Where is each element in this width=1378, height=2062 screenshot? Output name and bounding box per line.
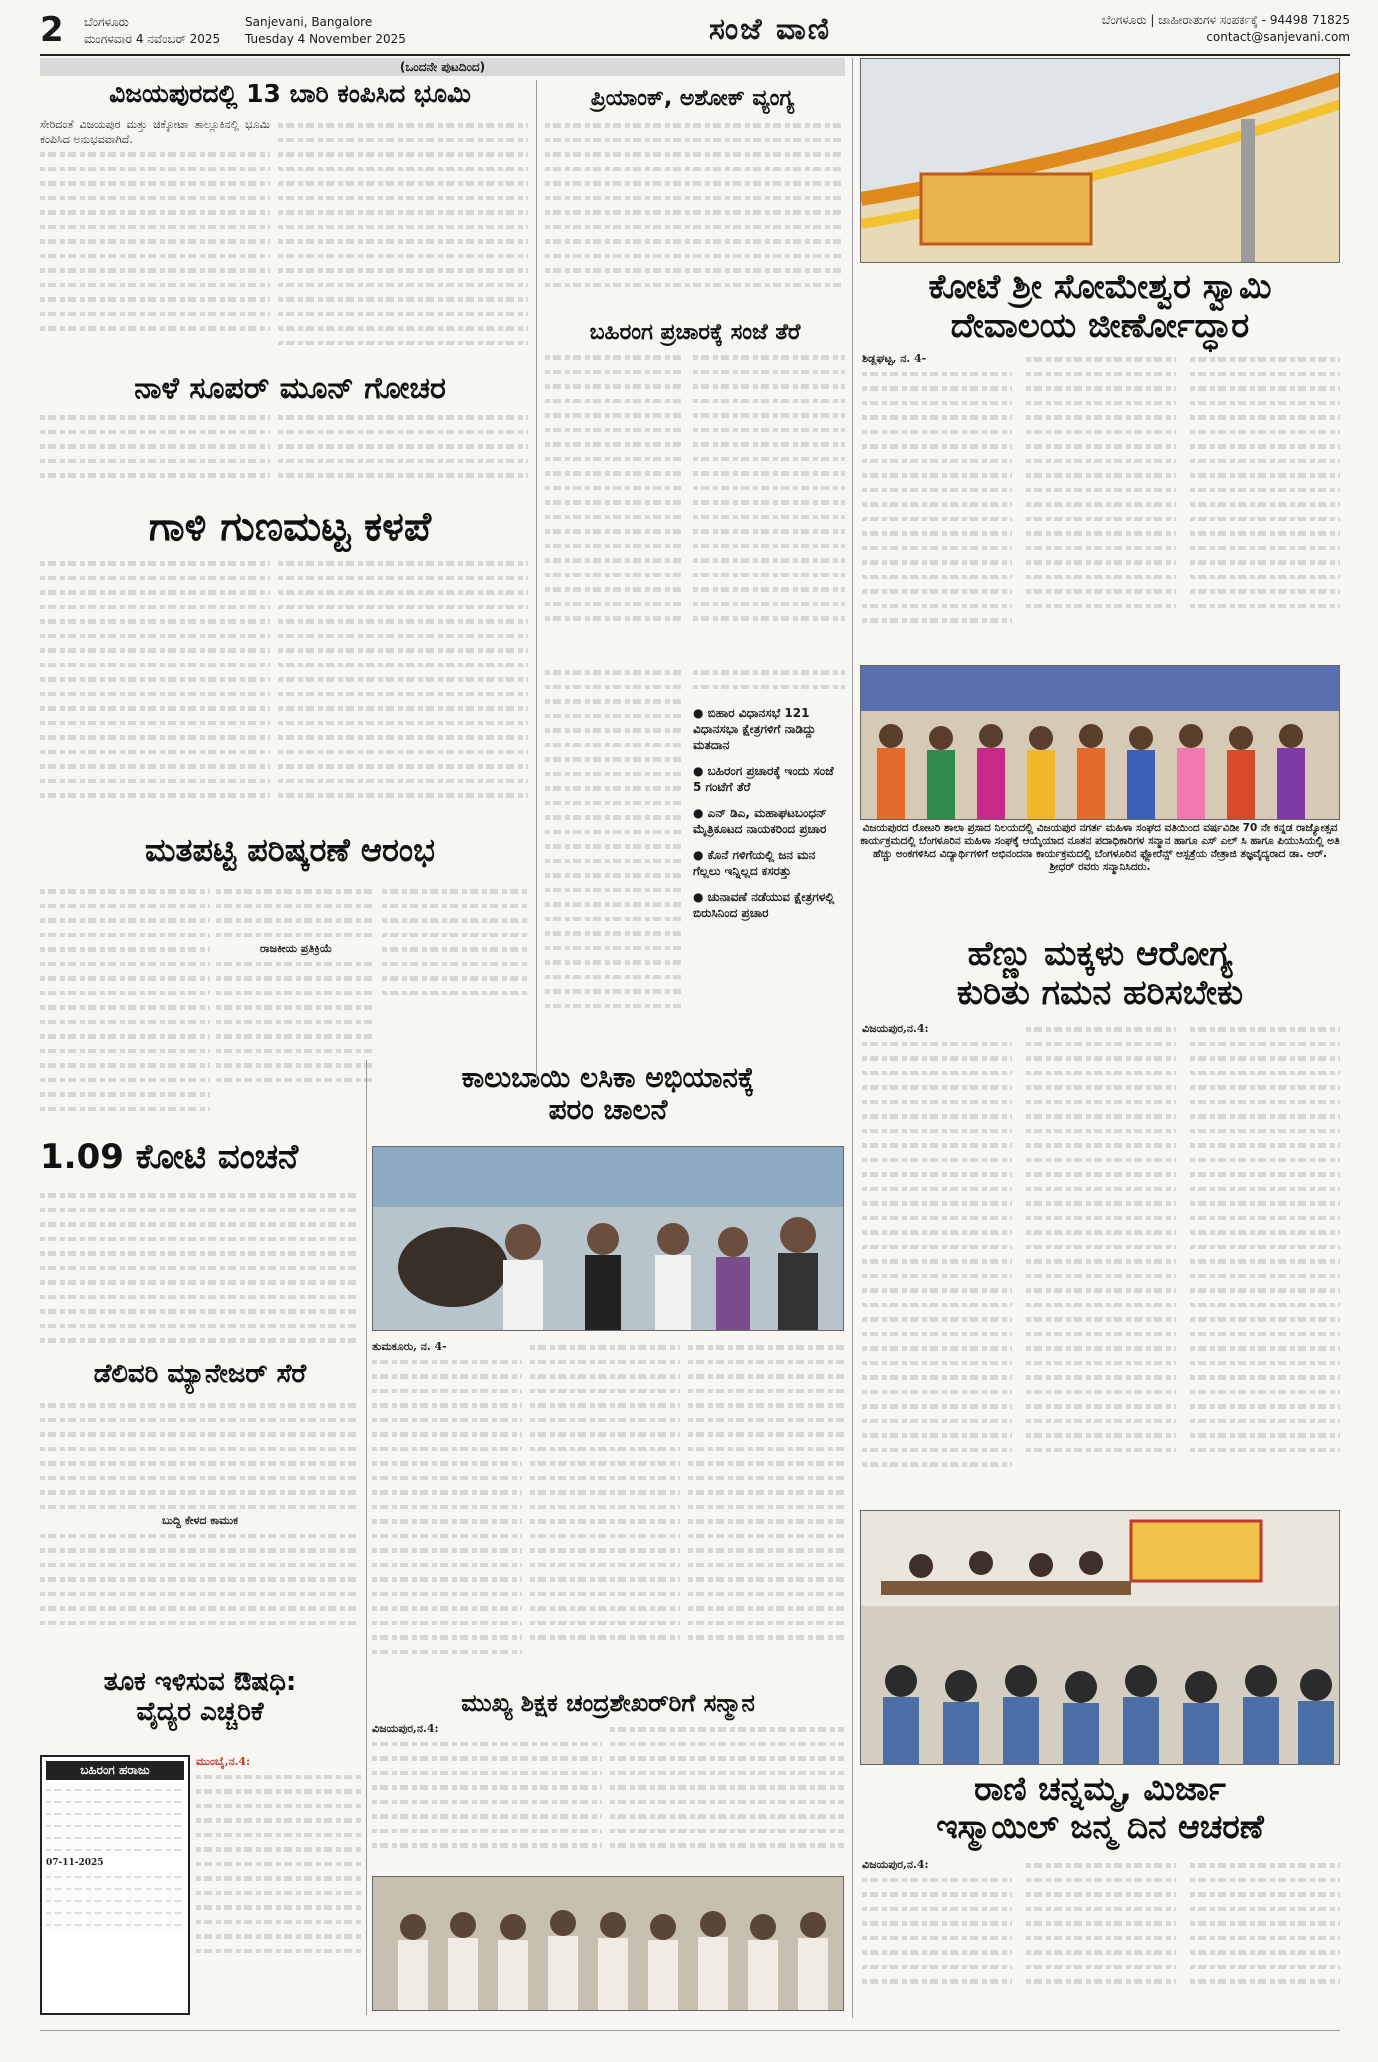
bullet-text: ಕೊನೆ ಗಳಿಗೆಯಲ್ಲಿ ಜನ ಮನ ಗೆಲ್ಲಲು ಇನ್ನಿಲ್ಲದ ಕಸರತ್ತು [693,848,816,878]
public-notice-deadline: 07-11-2025 [46,1858,104,1868]
article-temple-col3 [1190,352,1340,657]
headline-health-line2: ಕುರಿತು ಗಮನ ಹರಿಸಬೇಕು [956,973,1244,1014]
headline-vaccine-line2: ಪರಂ ಚಾಲನೆ [548,1093,668,1127]
logo-text: ಸಂಜೆ ವಾಣಿ [708,12,832,47]
column-rule [536,80,537,1080]
classroom-photo [860,1510,1340,1765]
newspaper-logo [660,12,880,52]
campaign-bullets [693,705,845,1035]
masthead [40,10,1350,56]
headline-weightloss [40,1668,360,1728]
article-quake-lead: ಸೇರಿದಂತೆ ವಿಜಯಪುರ ಮತ್ತು ಚಿಕ್ಕೋಟಾ ತಾಲ್ಲೂಕಿನಲ್ಲಿ ಭೂಮಿ ಕಂಪಿಸಿದ ಅನುಭವವಾಗಿದೆ. [40,118,270,146]
headline-delivery-manager: ಡೆಲಿವರಿ ಮ್ಯಾನೇಜರ್ ಸೆರೆ [93,1359,307,1389]
headline-chennamma-line1: ರಾಣಿ ಚನ್ನಮ್ಮ, ಮಿರ್ಜಾ [974,1769,1226,1808]
temple-photo-art [861,59,1340,263]
headline-chennamma-line2: ಇಸ್ಮಾಯಿಲ್ ಜನ್ಮ ದಿನ ಆಚರಣೆ [936,1806,1264,1846]
headline-quake: ವಿಜಯಪುರದಲ್ಲಿ 13 ಬಾರಿ ಕಂಪಿಸಿದ ಭೂಮಿ [109,79,471,108]
article-supermoon-col1 [40,410,270,500]
ad-contact: ಬೆಂಗಳೂರು | ಜಾಹೀರಾತುಗಳ ಸಂಪರ್ಕಕ್ಕೆ - 94498 71825 [1101,13,1350,27]
article-vaccine-col1 [372,1340,522,1680]
campaign-bullet: ● ಎನ್ ಡಿಎ, ಮಹಾಘಟಬಂಧನ್ ಮೈತ್ರಿಕೂಟದ ನಾಯಕರಿಂದ ಪ್ರಚಾರ [693,806,827,836]
column-rule [852,58,853,2018]
headline-weightloss-line1: ತೂಕ ಇಳಿಸುವ ಔಷಧಿ: [103,1667,297,1697]
date-kannada: ಮಂಗಳವಾರ 4 ನವೆಂಬರ್ 2025 [84,32,221,46]
campaign-bullet: ● ಕೊನೆ ಗಳಿಗೆಯಲ್ಲಿ ಜನ ಮನ ಗೆಲ್ಲಲು ಇನ್ನಿಲ್ಲದ ಕಸರತ್ತು [693,848,816,878]
masthead-city [84,14,220,48]
public-notice-box [40,1755,190,2015]
article-air-col2 [278,556,528,831]
headline-health-line1: ಹೆಣ್ಣು ಮಕ್ಕಳು ಆರೋಗ್ಯ [967,934,1233,974]
headline-fraud: 1.09 ಕೋಟಿ ವಂಚನೆ [40,1137,299,1177]
voters-subhead: ರಾಜಕೀಯ ಪ್ರತಿಕ್ರಿಯೆ [259,942,333,955]
bullet-text: ಬಹಿರಂಗ ಪ್ರಚಾರಕ್ಕೆ ಇಂದು ಸಂಜೆ 5 ಗಂಟೆಗೆ ತೆರೆ [693,764,834,794]
article-priyank [545,118,845,313]
article-teacher-col2 [610,1722,844,1872]
bullet-text: ಚುನಾವಣೆ ನಡೆಯುವ ಕ್ಷೇತ್ರಗಳಲ್ಲಿ ಬಿರುಸಿನಿಂದ ಪ್ರಚಾರ [693,890,835,920]
temple-photo [860,58,1340,263]
headline-weightloss-line2: ವೈದ್ಯರ ಎಚ್ಚರಿಕೆ [136,1696,264,1727]
article-health-col2 [1026,1022,1176,1512]
article-voters-col2 [216,884,376,1134]
headline-temple-line2: ದೇವಾಲಯ ಜೀರ್ಣೋದ್ಧಾರ [950,306,1250,347]
article-chennamma-col1 [862,1858,1012,2013]
teacher-photo [372,1876,844,2011]
headline-chennamma [860,1770,1340,1846]
headline-temple-line1: ಕೋಟೆ ಶ್ರೀ ಸೋಮೇಶ್ವರ ಸ್ವಾಮಿ [928,267,1272,307]
masthead-edition [245,14,406,48]
headline-teacher: ಮುಖ್ಯ ಶಿಕ್ಷಕ ಚಂದ್ರಶೇಖರ್‌ರಿಗೆ ಸನ್ಮಾನ [461,1689,755,1717]
headline-voter-list: ಮತಪಟ್ಟಿ ಪರಿಷ್ಕರಣೆ ಆರಂಭ [145,831,435,869]
column-rule [366,1060,367,2015]
article-campaign-col2 [693,350,845,660]
article-campaign-col1b [545,665,685,1045]
city-kannada: ಬೆಂಗಳೂರು [84,15,129,29]
contact-email: contact@sanjevani.com [1206,30,1350,44]
article-voters-col3 [382,884,527,1034]
vaccine-photo-art [373,1147,844,1331]
article-campaign-col2b [693,665,845,705]
vaccine-photo [372,1146,844,1331]
article-supermoon-col2 [278,410,528,500]
date-english: Tuesday 4 November 2025 [245,32,406,46]
classroom-photo-art [861,1511,1340,1765]
women-photo-art [861,666,1340,820]
article-fraud [40,1188,360,1358]
article-health-col1 [862,1022,1012,1512]
article-campaign-col1 [545,350,685,660]
article-quake-col1 [40,118,270,373]
headline-temple [860,268,1340,346]
bullet-text: ಎನ್ ಡಿಎ, ಮಹಾಘಟಬಂಧನ್ ಮೈತ್ರಿಕೂಟದ ನಾಯಕರಿಂದ ಪ್ರಚಾರ [693,806,827,836]
continued-strip: (ಒಂದನೇ ಪುಟದಿಂದ) [40,58,845,76]
women-association-photo [860,665,1340,820]
women-photo-caption: ವಿಜಯಪುರದ ರೋಟರಿ ಶಾಲಾ ಪ್ರಸಾದ ನಿಲಯದಲ್ಲಿ ವಿಜಯಪುರ ನಗರ್ತ ಮಹಿಳಾ ಸಂಘದ ವತಿಯಿಂದ ವರ್ಷವಿಡೀ 70 ನೇ ಕನ್ನಡ ರಾಜ್ಯೋತ್ಸವ ಕಾರ್ಯಕ್ರಮದಲ್ಲಿ ಬೆಂಗಳೂರಿನ ಮಹಿಳಾ ಸಂಘಕ್ಕೆ ಆಯ್ಕೆಯಾದ ನೂತನ ಪದಾಧಿಕಾರಿಗಳ ಸನ್ಮಾನ ಹಾಗೂ ಎಸ್ ಎಲ್ ಸಿ ಹಾಗೂ ಪಿಯುಸಿಯಲ್ಲಿ ಅತಿ ಹೆಚ್ಚು ಅಂಕಗಳಿಸಿದ ವಿದ್ಯಾರ್ಥಿಗಳಿಗೆ ಅಭಿನಂದನಾ ಕಾರ್ಯಕ್ರಮದಲ್ಲಿ ಬೆಂಗಳೂರಿನ ಫ್ಲೋರೆನ್ಸ್ ಆಸ್ಪತ್ರೆಯ ನೇತ್ರಾಜಿ ತಜ್ಞವೈದ್ಯರಾದ ಡಾ. ಆರ್. ಶ್ರೀಧರ್ ರವರು ಸನ್ಮಾನಿಸಿದರು. [860,822,1340,873]
campaign-bullet: ● ಬಹಿರಂಗ ಪ್ರಚಾರಕ್ಕೆ ಇಂದು ಸಂಜೆ 5 ಗಂಟೆಗೆ ತೆರೆ [693,764,834,794]
public-notice-title: ಬಹಿರಂಗ ಹರಾಜು [46,1761,184,1780]
teacher-photo-art [373,1877,844,2011]
article-vaccine-col2 [530,1340,680,1680]
vaccine-dateline: ತುಮಕೂರು, ನ. 4- [372,1340,447,1353]
headline-vaccine-line1: ಕಾಲುಬಾಯಿ ಲಸಿಕಾ ಅಭಿಯಾನಕ್ಕೆ [461,1061,755,1094]
page-bottom-rule [40,2030,1340,2031]
city-english: Sanjevani, Bangalore [245,15,373,29]
health-dateline: ವಿಜಯಪುರ,ನ.4: [862,1022,929,1035]
bullet-text: ಬಿಹಾರ ವಿಧಾನಸಭೆ 121 ವಿಧಾನಸಭಾ ಕ್ಷೇತ್ರಗಳಿಗೆ ನಾಡಿದ್ದು ಮತದಾನ [693,706,816,752]
chennamma-dateline: ವಿಜಯಪುರ,ನ.4: [862,1858,929,1871]
headline-priyank: ಪ್ರಿಯಾಂಕ್, ಅಶೋಕ್ ವ್ಯಂಗ್ಯ [590,86,795,111]
masthead-contact [1102,12,1350,46]
delivery-subhead: ಬುದ್ದಿ ಕೇಳದ ಕಾಮುಕ [161,1514,239,1527]
headline-supermoon: ನಾಳೆ ಸೂಪರ್ ಮೂನ್ ಗೋಚರ [134,371,446,406]
article-temple-col2 [1026,352,1176,657]
article-chennamma-col2 [1026,1858,1176,2013]
weightloss-dateline: ಮುಂಬೈ,ನ.4: [196,1755,251,1768]
article-delivery [40,1398,360,1663]
page-number: 2 [40,10,64,50]
article-health-col3 [1190,1022,1340,1512]
article-weightloss [196,1755,361,2015]
article-quake-col2 [278,118,528,373]
headline-health [860,935,1340,1013]
public-notice-body [46,1784,184,1999]
article-vaccine-col3 [688,1340,844,1680]
campaign-bullet: ● ಬಿಹಾರ ವಿಧಾನಸಭೆ 121 ವಿಧಾನಸಭಾ ಕ್ಷೇತ್ರಗಳಿಗೆ ನಾಡಿದ್ದು ಮತದಾನ [693,706,816,752]
article-temple-col1 [862,352,1012,657]
article-air-col1 [40,556,270,831]
article-chennamma-col3 [1190,1858,1340,2013]
teacher-dateline: ವಿಜಯಪುರ,ನ.4: [372,1722,439,1735]
article-voters-col1 [40,884,210,1134]
article-teacher-col1 [372,1722,602,1872]
temple-dateline: ಶಿಡ್ಲಘಟ್ಟ, ನ. 4- [862,352,927,365]
headline-campaign: ಬಹಿರಂಗ ಪ್ರಚಾರಕ್ಕೆ ಸಂಜೆ ತೆರೆ [589,320,801,345]
headline-vaccine [372,1062,844,1126]
headline-air-quality: ಗಾಳಿ ಗುಣಮಟ್ಟ ಕಳಪೆ [148,504,432,550]
campaign-bullet: ● ಚುನಾವಣೆ ನಡೆಯುವ ಕ್ಷೇತ್ರಗಳಲ್ಲಿ ಬಿರುಸಿನಿಂದ ಪ್ರಚಾರ [693,890,835,920]
